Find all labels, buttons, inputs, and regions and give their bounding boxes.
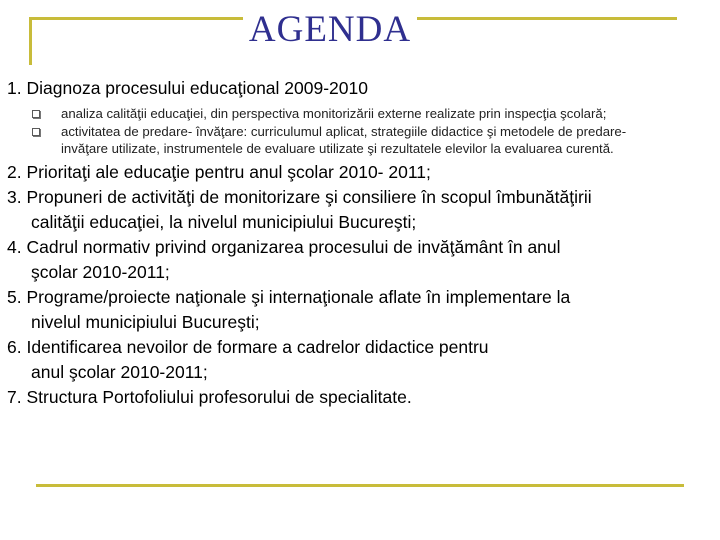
sub-item-1 bbox=[7, 105, 707, 123]
item-text-line2: anul şcolar 2010-2011; bbox=[31, 361, 208, 382]
agenda-item-1 bbox=[7, 76, 707, 101]
item-number: 1. bbox=[7, 78, 22, 98]
item-number: 6. bbox=[7, 336, 22, 357]
sub-list bbox=[7, 105, 707, 158]
item-text-line2: şcolar 2010-2011; bbox=[31, 261, 170, 282]
item-text-line2: nivelul municipiului Bucureşti; bbox=[31, 311, 260, 332]
item-text-line1: Identificarea nevoilor de formare a cadrelor didactice pentru bbox=[26, 336, 489, 357]
sub-item-text-line1: activitatea de predare- învăţare: curriculumul aplicat, strategiile didactice şi metodele de predare- bbox=[61, 123, 627, 139]
agenda-item-3 bbox=[7, 185, 707, 235]
agenda-item-6 bbox=[7, 335, 707, 385]
bottom-rule bbox=[36, 484, 684, 487]
item-text: Prioritaţi ale educaţie pentru anul şcolar 2010- 2011; bbox=[26, 161, 431, 182]
title-text: AGENDA bbox=[243, 9, 417, 50]
item-text-line1: Programe/proiecte naţionale şi internaţionale aflate în implementare la bbox=[26, 286, 571, 307]
item-text-line2: calităţii educaţiei, la nivelul municipiului Bucureşti; bbox=[31, 211, 417, 232]
page-title bbox=[0, 8, 660, 51]
sub-item-text-line2: invăţare utilizate, instrumentele de evaluare utilizate şi rezultatele elevilor la evaluarea curentă. bbox=[61, 141, 614, 156]
item-number: 2. bbox=[7, 161, 22, 182]
sub-item-2 bbox=[7, 123, 707, 158]
agenda-item-2 bbox=[7, 160, 707, 185]
agenda-item-5 bbox=[7, 285, 707, 335]
item-number: 7. bbox=[7, 386, 22, 407]
item-text-line1: Cadrul normativ privind organizarea procesului de invăţământ în anul bbox=[26, 236, 561, 257]
agenda-item-4 bbox=[7, 235, 707, 285]
sub-item-text: analiza calităţii educaţiei, din perspectiva monitorizării externe realizate prin inspecţia şcolară; bbox=[61, 106, 607, 121]
agenda-content bbox=[7, 76, 707, 410]
item-number: 5. bbox=[7, 286, 22, 307]
square-bullet-icon bbox=[32, 110, 40, 118]
item-text: Diagnoza procesului educaţional 2009-2010 bbox=[26, 78, 368, 98]
item-text-line1: Propuneri de activităţi de monitorizare şi consiliere în scopul îmbunătăţirii bbox=[26, 186, 592, 207]
agenda-item-7 bbox=[7, 385, 707, 410]
item-text: Structura Portofoliului profesorului de specialitate. bbox=[26, 386, 412, 407]
item-number: 4. bbox=[7, 236, 22, 257]
square-bullet-icon bbox=[32, 128, 40, 136]
item-number: 3. bbox=[7, 186, 22, 207]
